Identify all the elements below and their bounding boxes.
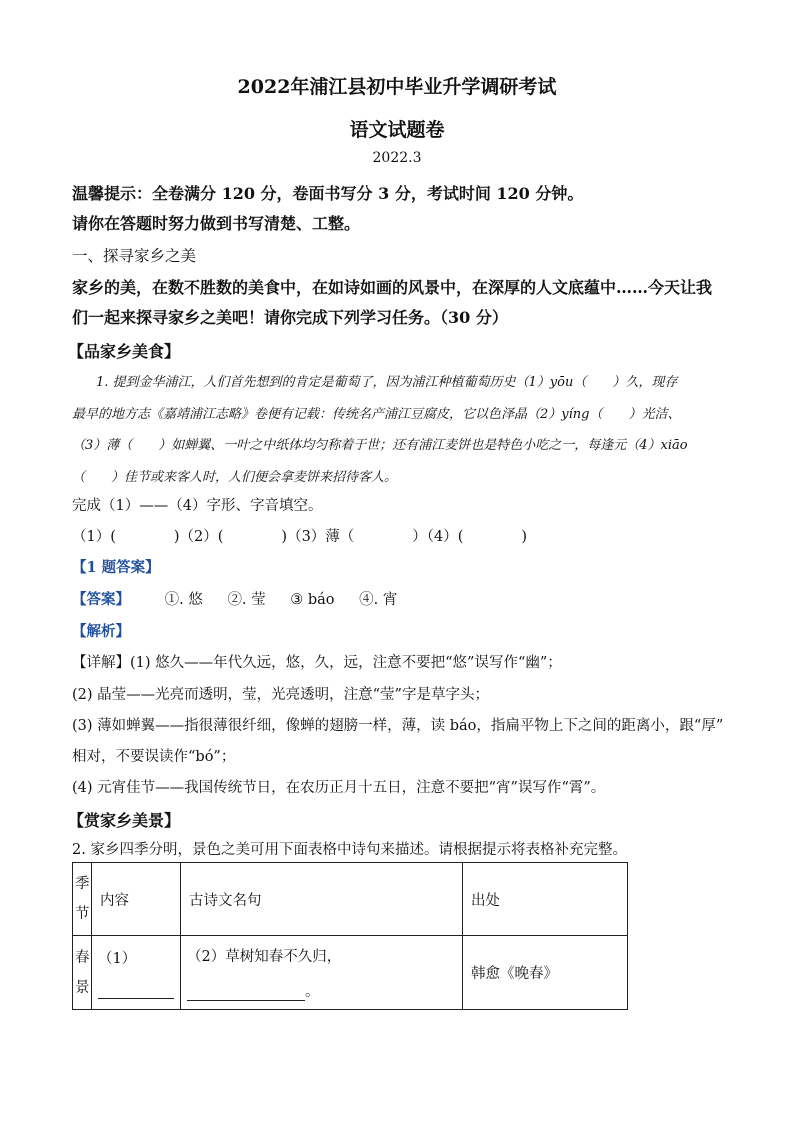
poem-table xyxy=(72,862,628,1010)
answer-label: 【答案】 xyxy=(72,591,130,608)
poem-blank[interactable] xyxy=(187,984,305,1001)
table-header-row xyxy=(73,863,628,936)
content-cell xyxy=(92,936,181,1010)
source-header: 出处 xyxy=(463,863,628,936)
detail-line-2: (2) 晶莹——光亮而透明，莹，光亮透明，注意“莹”字是草字头； xyxy=(72,687,489,703)
tip-line-2: 请你在答题时努力做到书写清楚、工整。 xyxy=(72,214,361,233)
exam-title: 2022年浦江县初中毕业升学调研考试 xyxy=(237,76,557,98)
answer-item: ④. 宵 xyxy=(359,592,398,608)
poem-cell xyxy=(181,936,463,1010)
season-cell: 春景 xyxy=(73,936,92,1010)
detail-line-3: (3) 薄如蝉翼——指很薄很纤细，像蝉的翅膀一样，薄，读 báo，指扁平物上下之间的距离小，跟“厚” xyxy=(72,718,724,734)
task1-fill-line: （1）( )（2）( )（3）薄（ ）（4）( ) xyxy=(72,529,528,545)
content-blank[interactable] xyxy=(98,982,174,999)
task1-instruction: 完成（1）——（4）字形、字音填空。 xyxy=(72,498,323,514)
detail-line-4: (4) 元宵佳节——我国传统节日，在农历正月十五日，注意不要把“宵”误写作“霄”。 xyxy=(72,780,606,796)
table-row xyxy=(73,936,628,1010)
detail-line-3b: 相对，不要误读作“bó”； xyxy=(72,749,236,765)
content-number: （1） xyxy=(98,950,137,967)
exam-subtitle: 语文试题卷 xyxy=(349,119,445,141)
passage-line-4: （ ）佳节或来客人时，人们便会拿麦饼来招待客人。 xyxy=(72,470,398,485)
task2-heading: 【赏家乡美景】 xyxy=(68,811,181,830)
poem-header: 古诗文名句 xyxy=(181,863,463,936)
task1-heading: 【品家乡美食】 xyxy=(68,342,181,361)
analysis-tag: 【解析】 xyxy=(72,623,130,640)
answer-tag: 【1 题答案】 xyxy=(72,559,160,576)
season-header: 季节 xyxy=(73,863,92,936)
answer-row xyxy=(72,588,417,609)
poem-line: （2）草树知春不久归， xyxy=(187,948,342,965)
task2-question: 2. 家乡四季分明，景色之美可用下面表格中诗句来描述。请根据提示将表格补充完整。 xyxy=(72,842,627,858)
detail-line-1: 【详解】(1) 悠久——年代久远，悠，久，远，注意不要把“悠”误写作“幽”； xyxy=(72,655,562,671)
content-header: 内容 xyxy=(92,863,181,936)
passage-line-3: （3）薄（ ）如蝉翼、一叶之中纸体均匀称着于世；还有浦江麦饼也是特色小吃之一，每逢元（4）xiāo xyxy=(72,438,688,453)
answer-item: ①. 悠 xyxy=(164,592,203,608)
section-heading: 一、探寻家乡之美 xyxy=(72,247,197,265)
answer-item: ②. 莹 xyxy=(227,592,266,608)
answer-item: ③ báo xyxy=(290,592,335,608)
poem-end: 。 xyxy=(305,983,320,1000)
passage-line-2: 最早的地方志《嘉靖浦江志略》卷便有记载：传统名产浦江豆腐皮，它以色泽晶（2）yíng（ ）光洁、 xyxy=(72,407,681,422)
source-cell: 韩愈《晚春》 xyxy=(463,936,628,1010)
passage-line-1: 1. 提到金华浦江，人们首先想到的肯定是葡萄了，因为浦江种植葡萄历史（1）yōu（ ）久，现存 xyxy=(96,375,678,390)
section-intro-line-1: 家乡的美，在数不胜数的美食中，在如诗如画的风景中，在深厚的人文底蕴中……今天让我 xyxy=(72,278,713,297)
tip-line-1: 温馨提示：全卷满分 120 分，卷面书写分 3 分，考试时间 120 分钟。 xyxy=(72,184,584,203)
section-intro-line-2: 们一起来探寻家乡之美吧！请你完成下列学习任务。（30 分） xyxy=(72,308,508,327)
exam-date: 2022.3 xyxy=(372,150,422,166)
